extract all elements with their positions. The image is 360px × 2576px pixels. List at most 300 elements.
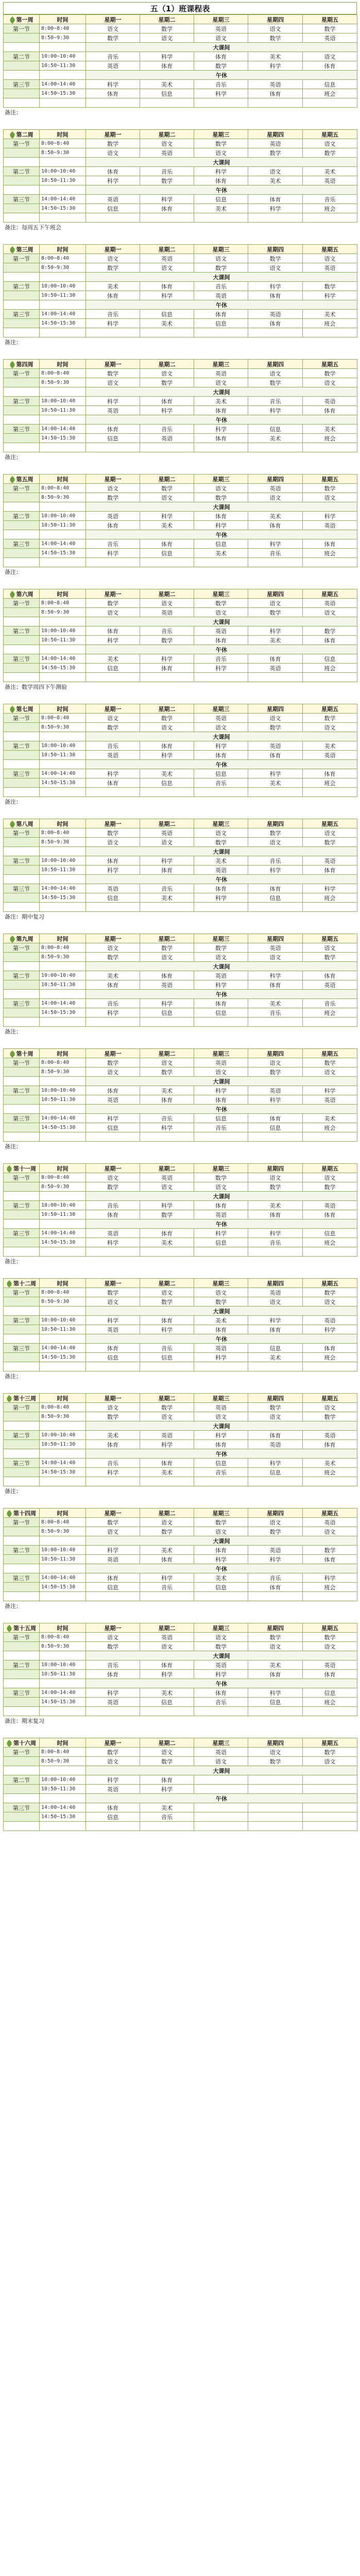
empty-cell xyxy=(4,98,40,108)
subject-cell: 音乐 xyxy=(140,1583,194,1592)
break-row xyxy=(4,1192,357,1201)
subject-cell: 数学 xyxy=(194,599,248,608)
period-label xyxy=(4,953,40,962)
subject-cell: 科学 xyxy=(140,195,194,204)
subject-cell: 科学 xyxy=(248,406,303,415)
lesson-row xyxy=(4,856,357,866)
subject-cell: 数学 xyxy=(194,493,248,502)
break-time-cell xyxy=(40,1449,86,1459)
subject-cell: 语文 xyxy=(248,1412,303,1421)
header-cell: 星期一 xyxy=(86,1623,140,1633)
header-cell: 星期二 xyxy=(140,1049,194,1058)
subject-cell: 英语 xyxy=(86,1095,140,1105)
subject-cell: 语文 xyxy=(248,599,303,608)
subject-cell: 英语 xyxy=(303,856,357,866)
empty-cell xyxy=(86,328,140,337)
week-gap xyxy=(3,1841,357,1853)
period-label: 第二节 xyxy=(4,1086,40,1095)
header-cell: 星期三 xyxy=(194,1164,248,1173)
header-cell: 星期四 xyxy=(248,1049,303,1058)
empty-row xyxy=(4,1477,357,1486)
week-label xyxy=(4,1623,40,1633)
week-table xyxy=(3,589,357,682)
week-label-text: 第十三周 xyxy=(13,1395,36,1402)
subject-cell: 数学 xyxy=(86,828,140,838)
subject-cell: 英语 xyxy=(248,943,303,953)
subject-cell: 美术 xyxy=(303,167,357,176)
subject-cell: 数学 xyxy=(303,1748,357,1757)
week-gap xyxy=(3,1612,357,1623)
subject-cell: 数学 xyxy=(140,484,194,493)
header-cell: 星期二 xyxy=(140,130,194,139)
subject-cell: 科学 xyxy=(194,89,248,98)
subject-cell: 体育 xyxy=(86,856,140,866)
subject-cell: 数学 xyxy=(140,176,194,185)
noon-label: 午休 xyxy=(86,415,357,425)
subject-cell: 信息 xyxy=(194,1114,248,1123)
subject-cell: 音乐 xyxy=(194,282,248,291)
header-cell: 星期三 xyxy=(194,1394,248,1403)
subject-cell: 体育 xyxy=(303,1670,357,1679)
header-cell: 星期五 xyxy=(303,1279,357,1288)
subject-cell: 体育 xyxy=(86,778,140,788)
time-cell: 8:50~9:30 xyxy=(40,838,86,847)
subject-cell: 英语 xyxy=(303,1201,357,1210)
header-cell: 星期三 xyxy=(194,704,248,714)
period-label: 第三节 xyxy=(4,1229,40,1238)
period-label: 第一节 xyxy=(4,484,40,493)
lesson-row xyxy=(4,654,357,664)
subject-cell xyxy=(303,1803,357,1812)
empty-cell xyxy=(40,1592,86,1601)
week-label-text: 第三周 xyxy=(16,246,33,253)
period-label: 第三节 xyxy=(4,1459,40,1468)
subject-cell xyxy=(248,1785,303,1794)
week-label xyxy=(4,130,40,139)
time-cell: 14:50~15:30 xyxy=(40,1008,86,1018)
lesson-row xyxy=(4,1210,357,1219)
subject-cell: 数学 xyxy=(248,148,303,158)
break-day-cell xyxy=(4,300,40,310)
time-cell: 10:50~11:30 xyxy=(40,636,86,645)
header-cell: 星期三 xyxy=(194,15,248,24)
time-cell: 10:00~10:40 xyxy=(40,397,86,406)
empty-cell xyxy=(40,1707,86,1716)
subject-cell: 科学 xyxy=(140,654,194,664)
time-cell: 14:50~15:30 xyxy=(40,1238,86,1247)
subject-cell: 班会 xyxy=(303,1008,357,1018)
subject-cell: 信息 xyxy=(140,1353,194,1362)
header-cell: 星期四 xyxy=(248,245,303,254)
empty-cell xyxy=(140,443,194,452)
leaf-icon xyxy=(8,476,15,483)
header-cell: 星期二 xyxy=(140,360,194,369)
period-label xyxy=(4,866,40,875)
lesson-row xyxy=(4,1775,357,1785)
period-label xyxy=(4,1297,40,1307)
subject-cell: 信息 xyxy=(140,549,194,558)
empty-row xyxy=(4,558,357,567)
subject-cell: 科学 xyxy=(248,539,303,549)
break-label: 大课间 xyxy=(86,387,357,397)
leaf-icon xyxy=(8,590,15,598)
empty-row xyxy=(4,903,357,912)
lesson-row xyxy=(4,1757,357,1766)
week-label xyxy=(4,1279,40,1288)
subject-cell: 语文 xyxy=(140,1748,194,1757)
break-time-cell xyxy=(40,1421,86,1431)
period-label xyxy=(4,1812,40,1822)
period-label xyxy=(4,1123,40,1132)
time-cell: 14:50~15:30 xyxy=(40,319,86,328)
header-cell: 时间 xyxy=(40,589,86,599)
time-cell: 14:50~15:30 xyxy=(40,893,86,903)
subject-cell: 英语 xyxy=(303,33,357,43)
week-note: 备注： xyxy=(5,1488,22,1495)
subject-cell: 科学 xyxy=(248,971,303,980)
subject-cell: 美术 xyxy=(140,80,194,89)
subject-cell: 体育 xyxy=(248,521,303,530)
subject-cell: 语文 xyxy=(303,1642,357,1651)
break-time-cell xyxy=(40,1334,86,1344)
subject-cell: 科学 xyxy=(86,319,140,328)
week-table xyxy=(3,1278,357,1371)
subject-cell: 音乐 xyxy=(248,856,303,866)
subject-cell: 班会 xyxy=(303,549,357,558)
break-day-cell xyxy=(4,43,40,52)
empty-cell xyxy=(140,1018,194,1027)
period-label xyxy=(4,1325,40,1334)
subject-cell: 体育 xyxy=(86,1573,140,1583)
subject-cell: 语文 xyxy=(248,1058,303,1067)
subject-cell: 数学 xyxy=(194,1518,248,1527)
time-cell: 14:00~14:40 xyxy=(40,425,86,434)
subject-cell: 数学 xyxy=(248,1757,303,1766)
header-cell: 星期三 xyxy=(194,1279,248,1288)
break-row xyxy=(4,1077,357,1086)
subject-cell: 信息 xyxy=(86,204,140,213)
period-label: 第一节 xyxy=(4,1058,40,1067)
break-row xyxy=(4,1421,357,1431)
break-day-cell xyxy=(4,645,40,654)
subject-cell: 科学 xyxy=(248,1555,303,1564)
lesson-row xyxy=(4,1431,357,1440)
lesson-row xyxy=(4,484,357,493)
lesson-row xyxy=(4,1114,357,1123)
header-cell: 星期五 xyxy=(303,15,357,24)
empty-cell xyxy=(4,673,40,682)
break-day-cell xyxy=(4,502,40,512)
lesson-row xyxy=(4,1440,357,1449)
period-label: 第一节 xyxy=(4,1633,40,1642)
noon-label: 午休 xyxy=(86,1219,357,1229)
week-label xyxy=(4,245,40,254)
subject-cell: 语文 xyxy=(140,723,194,732)
empty-cell xyxy=(194,673,248,682)
subject-cell: 语文 xyxy=(86,1527,140,1536)
lesson-row xyxy=(4,893,357,903)
empty-cell xyxy=(40,1132,86,1142)
header-cell: 星期四 xyxy=(248,819,303,828)
subject-cell: 音乐 xyxy=(140,1344,194,1353)
subject-cell: 科学 xyxy=(86,1114,140,1123)
lesson-row xyxy=(4,282,357,291)
time-cell: 14:50~15:30 xyxy=(40,434,86,443)
empty-cell xyxy=(140,98,194,108)
break-time-cell xyxy=(40,502,86,512)
header-cell: 星期五 xyxy=(303,589,357,599)
subject-cell: 英语 xyxy=(248,1086,303,1095)
break-day-cell xyxy=(4,387,40,397)
header-row xyxy=(4,1279,357,1288)
subject-cell: 数学 xyxy=(303,714,357,723)
lesson-row xyxy=(4,397,357,406)
empty-cell xyxy=(140,1707,194,1716)
header-cell: 星期二 xyxy=(140,1623,194,1633)
empty-cell xyxy=(40,558,86,567)
subject-cell: 语文 xyxy=(86,1297,140,1307)
time-cell: 10:50~11:30 xyxy=(40,980,86,990)
header-row xyxy=(4,245,357,254)
lesson-row xyxy=(4,24,357,33)
subject-cell: 美术 xyxy=(248,636,303,645)
time-cell: 8:50~9:30 xyxy=(40,1297,86,1307)
period-label xyxy=(4,148,40,158)
subject-cell: 美术 xyxy=(140,1468,194,1477)
subject-cell: 语文 xyxy=(248,1642,303,1651)
subject-cell: 语文 xyxy=(194,1288,248,1297)
time-cell: 14:00~14:40 xyxy=(40,654,86,664)
period-label: 第二节 xyxy=(4,1660,40,1670)
week-gap xyxy=(3,807,357,819)
period-label: 第二节 xyxy=(4,397,40,406)
subject-cell: 数学 xyxy=(194,1173,248,1182)
subject-cell: 信息 xyxy=(194,1008,248,1018)
subject-cell: 英语 xyxy=(303,599,357,608)
time-cell: 10:50~11:30 xyxy=(40,1210,86,1219)
subject-cell xyxy=(303,1785,357,1794)
period-label xyxy=(4,751,40,760)
period-label: 第二节 xyxy=(4,1201,40,1210)
subject-cell: 科学 xyxy=(140,1201,194,1210)
subject-cell: 数学 xyxy=(194,1297,248,1307)
empty-cell xyxy=(194,1018,248,1027)
subject-cell: 语文 xyxy=(86,608,140,617)
subject-cell: 体育 xyxy=(140,1229,194,1238)
break-time-cell xyxy=(40,185,86,195)
subject-cell: 音乐 xyxy=(86,999,140,1008)
period-label: 第三节 xyxy=(4,1803,40,1812)
header-cell: 星期五 xyxy=(303,130,357,139)
lesson-row xyxy=(4,664,357,673)
empty-cell xyxy=(194,788,248,797)
period-label xyxy=(4,89,40,98)
break-row xyxy=(4,962,357,971)
subject-cell: 信息 xyxy=(248,893,303,903)
subject-cell: 数学 xyxy=(140,714,194,723)
empty-cell xyxy=(4,328,40,337)
empty-row xyxy=(4,98,357,108)
subject-cell: 体育 xyxy=(303,1440,357,1449)
week-table xyxy=(3,1623,357,1716)
empty-cell xyxy=(4,903,40,912)
subject-cell: 体育 xyxy=(140,61,194,71)
subject-cell: 数学 xyxy=(248,1403,303,1412)
time-cell: 10:50~11:30 xyxy=(40,751,86,760)
week-table xyxy=(3,474,357,567)
subject-cell xyxy=(194,1785,248,1794)
break-row xyxy=(4,273,357,282)
subject-cell: 数学 xyxy=(140,24,194,33)
lesson-row xyxy=(4,1468,357,1477)
noon-row xyxy=(4,760,357,769)
empty-cell xyxy=(86,1018,140,1027)
subject-cell: 美术 xyxy=(194,1316,248,1325)
subject-cell: 班会 xyxy=(303,1698,357,1707)
break-day-cell xyxy=(4,1307,40,1316)
noon-row xyxy=(4,1794,357,1803)
subject-cell xyxy=(303,1775,357,1785)
subject-cell: 语文 xyxy=(248,1173,303,1182)
subject-cell: 美术 xyxy=(303,741,357,751)
subject-cell: 英语 xyxy=(303,1095,357,1105)
week-note: 备注： xyxy=(5,339,22,346)
empty-cell xyxy=(248,673,303,682)
empty-cell xyxy=(40,903,86,912)
subject-cell: 科学 xyxy=(194,1353,248,1362)
subject-cell: 班会 xyxy=(303,319,357,328)
empty-cell xyxy=(303,1247,357,1257)
subject-cell: 信息 xyxy=(194,319,248,328)
empty-cell xyxy=(248,98,303,108)
subject-cell: 体育 xyxy=(248,1583,303,1592)
period-label: 第二节 xyxy=(4,1316,40,1325)
time-cell: 10:00~10:40 xyxy=(40,741,86,751)
noon-label: 午休 xyxy=(86,71,357,80)
time-cell: 10:50~11:30 xyxy=(40,406,86,415)
subject-cell: 英语 xyxy=(248,484,303,493)
lesson-row xyxy=(4,1123,357,1132)
period-label: 第二节 xyxy=(4,52,40,61)
subject-cell: 数学 xyxy=(303,148,357,158)
subject-cell: 体育 xyxy=(303,1344,357,1353)
subject-cell: 英语 xyxy=(194,1210,248,1219)
time-cell: 14:50~15:30 xyxy=(40,1698,86,1707)
time-cell: 10:00~10:40 xyxy=(40,1201,86,1210)
break-day-cell xyxy=(4,1421,40,1431)
period-label xyxy=(4,319,40,328)
break-day-cell xyxy=(4,185,40,195)
subject-cell: 语文 xyxy=(86,1067,140,1077)
time-cell: 14:00~14:40 xyxy=(40,195,86,204)
header-cell: 星期四 xyxy=(248,15,303,24)
subject-cell: 科学 xyxy=(194,521,248,530)
period-label xyxy=(4,291,40,300)
lesson-row xyxy=(4,263,357,273)
lesson-row xyxy=(4,310,357,319)
subject-cell: 英语 xyxy=(86,1785,140,1794)
empty-cell xyxy=(248,328,303,337)
subject-cell: 体育 xyxy=(140,866,194,875)
lesson-row xyxy=(4,1583,357,1592)
subject-cell: 体育 xyxy=(194,1201,248,1210)
subject-cell: 语文 xyxy=(194,1412,248,1421)
subject-cell: 科学 xyxy=(86,1688,140,1698)
header-cell: 星期二 xyxy=(140,245,194,254)
subject-cell: 语文 xyxy=(303,493,357,502)
period-label xyxy=(4,1468,40,1477)
break-day-cell xyxy=(4,273,40,282)
subject-cell: 美术 xyxy=(248,52,303,61)
header-row xyxy=(4,934,357,943)
header-cell: 时间 xyxy=(40,130,86,139)
subject-cell: 英语 xyxy=(194,1058,248,1067)
empty-cell xyxy=(194,1132,248,1142)
time-cell: 14:00~14:40 xyxy=(40,1114,86,1123)
subject-cell: 体育 xyxy=(194,999,248,1008)
subject-cell: 科学 xyxy=(194,1670,248,1679)
time-cell: 14:00~14:40 xyxy=(40,769,86,778)
week-note: 备注：期中复习 xyxy=(5,913,44,920)
empty-row xyxy=(4,1592,357,1601)
period-label: 第三节 xyxy=(4,884,40,893)
empty-cell xyxy=(303,1707,357,1716)
subject-cell: 体育 xyxy=(248,1114,303,1123)
subject-cell: 音乐 xyxy=(303,195,357,204)
time-cell: 8:00~8:40 xyxy=(40,1633,86,1642)
subject-cell: 语文 xyxy=(140,1412,194,1421)
header-cell: 星期四 xyxy=(248,1509,303,1518)
lesson-row xyxy=(4,33,357,43)
period-label xyxy=(4,493,40,502)
empty-cell xyxy=(86,558,140,567)
week-note: 备注： xyxy=(5,1028,22,1035)
subject-cell: 体育 xyxy=(303,1210,357,1219)
subject-cell: 科学 xyxy=(140,751,194,760)
empty-cell xyxy=(140,1247,194,1257)
subject-cell: 科学 xyxy=(140,1670,194,1679)
noon-label: 午休 xyxy=(86,1794,357,1803)
header-cell: 星期三 xyxy=(194,360,248,369)
subject-cell: 英语 xyxy=(194,1344,248,1353)
break-time-cell xyxy=(40,760,86,769)
period-label: 第二节 xyxy=(4,856,40,866)
empty-cell xyxy=(303,1592,357,1601)
period-label xyxy=(4,1440,40,1449)
empty-cell xyxy=(248,1477,303,1486)
break-time-cell xyxy=(40,273,86,282)
period-label xyxy=(4,1353,40,1362)
break-day-cell xyxy=(4,1192,40,1201)
period-label: 第三节 xyxy=(4,1344,40,1353)
subject-cell: 数学 xyxy=(248,1633,303,1642)
lesson-row xyxy=(4,1412,357,1421)
subject-cell: 体育 xyxy=(303,406,357,415)
header-cell: 星期一 xyxy=(86,15,140,24)
subject-cell: 数学 xyxy=(248,1067,303,1077)
period-label: 第一节 xyxy=(4,1288,40,1297)
week-note xyxy=(3,1831,357,1841)
break-time-cell xyxy=(40,71,86,80)
header-cell: 星期五 xyxy=(303,1164,357,1173)
subject-cell xyxy=(303,1812,357,1822)
lesson-row xyxy=(4,434,357,443)
empty-cell xyxy=(40,1247,86,1257)
subject-cell: 英语 xyxy=(86,61,140,71)
period-label xyxy=(4,636,40,645)
time-cell: 8:00~8:40 xyxy=(40,1403,86,1412)
lesson-row xyxy=(4,254,357,263)
